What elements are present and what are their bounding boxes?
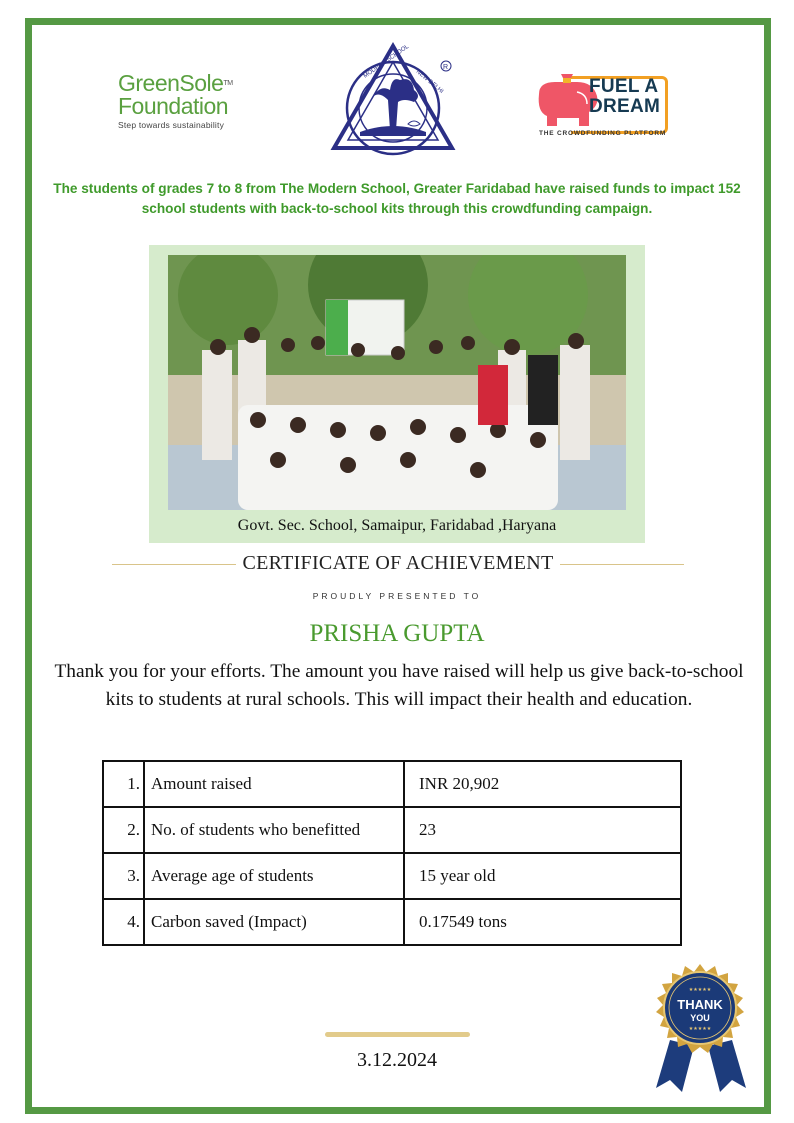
thank-you-message: Thank you for your efforts. The amount you have raised will help us give back-to-school kits to students at rural schools. This will impact their health and education. — [54, 661, 744, 710]
row-label: Amount raised — [144, 761, 404, 807]
greensole-tagline: Step towards sustainability — [118, 120, 225, 130]
row-label: Carbon saved (Impact) — [144, 899, 404, 945]
row-number: 3. — [103, 853, 144, 899]
rosette-badge-icon — [648, 960, 753, 1095]
fuel-a-dream-line2: DREAM — [589, 96, 661, 117]
greensole-foundation-logo — [118, 72, 258, 134]
fuel-a-dream-tagline: THE CROWDFUNDING PLATFORM — [539, 130, 667, 137]
trademark-mark: TM — [223, 80, 233, 87]
group-photo — [168, 255, 626, 510]
recipient-name: PRISHA GUPTA — [309, 620, 485, 647]
impact-stats-table — [102, 760, 682, 946]
row-value: 15 year old — [404, 853, 681, 899]
row-value: 0.17549 tons — [404, 899, 681, 945]
row-label: Average age of students — [144, 853, 404, 899]
photo-panel — [149, 245, 645, 543]
svg-text:NEW DELHI: NEW DELHI — [414, 68, 445, 95]
svg-text:MODERN SCHOOL: MODERN SCHOOL — [362, 43, 411, 80]
table-row — [103, 853, 681, 899]
table-row — [103, 761, 681, 807]
photo-caption: Govt. Sec. School, Samaipur, Faridabad ,Haryana — [237, 517, 557, 534]
thank-you-badge — [648, 960, 753, 1095]
greensole-logo-line2: Foundation — [118, 93, 229, 119]
fuel-a-dream-line1: FUEL A — [589, 76, 659, 97]
svg-text:★★★★★: ★★★★★ — [688, 987, 712, 993]
group-photo-illustration — [168, 255, 626, 510]
certificate-date: 3.12.2024 — [357, 1049, 437, 1071]
campaign-intro-text: The students of grades 7 to 8 from The Modern School, Greater Faridabad have raised funds to impact 152 school students with back-to-school kits through this crowdfunding campaign. — [53, 181, 741, 216]
svg-text:★★★★★: ★★★★★ — [688, 1026, 712, 1032]
presented-to-label: PROUDLY PRESENTED TO — [312, 591, 482, 601]
svg-text:YOU: YOU — [690, 1013, 710, 1023]
svg-text:THANK: THANK — [677, 997, 723, 1012]
row-number: 1. — [103, 761, 144, 807]
row-label: No. of students who benefitted — [144, 807, 404, 853]
row-number: 4. — [103, 899, 144, 945]
row-value: INR 20,902 — [404, 761, 681, 807]
row-value: 23 — [404, 807, 681, 853]
signature-line — [325, 1032, 470, 1037]
svg-text:R: R — [443, 64, 449, 71]
table-row — [103, 807, 681, 853]
certificate-title-row — [112, 552, 684, 576]
certificate-title: CERTIFICATE OF ACHIEVEMENT — [236, 552, 559, 574]
modern-school-emblem — [330, 40, 460, 160]
fuel-a-dream-logo — [533, 72, 671, 142]
table-row — [103, 899, 681, 945]
row-number: 2. — [103, 807, 144, 853]
school-emblem-icon — [330, 40, 460, 160]
greensole-logo-line1: GreenSole — [118, 70, 224, 96]
